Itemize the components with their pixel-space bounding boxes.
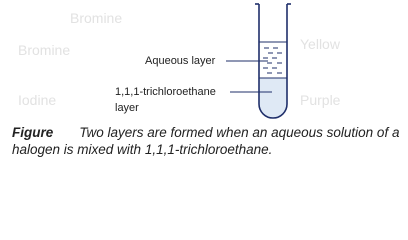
show-through-text: Yellow bbox=[300, 36, 340, 52]
figure-word: Figure bbox=[12, 125, 54, 140]
show-through-text: Bromine bbox=[18, 42, 71, 58]
organic-layer-label-line1: 1,1,1-trichloroethane bbox=[115, 86, 216, 98]
organic-layer-fill bbox=[259, 78, 287, 118]
caption-text: Two layers are formed when an aqueous solution of a halogen is mixed with 1,1,1-trichloroethane. bbox=[12, 125, 400, 157]
show-through-text: Purple bbox=[300, 92, 341, 108]
aqueous-layer-label: Aqueous layer bbox=[145, 55, 216, 67]
organic-layer-label-line2: layer bbox=[115, 102, 139, 114]
show-through-text: Bromine bbox=[70, 10, 123, 26]
aqueous-layer-fill bbox=[259, 42, 287, 78]
figure-caption bbox=[12, 124, 404, 158]
show-through-text: Iodine bbox=[18, 92, 57, 108]
